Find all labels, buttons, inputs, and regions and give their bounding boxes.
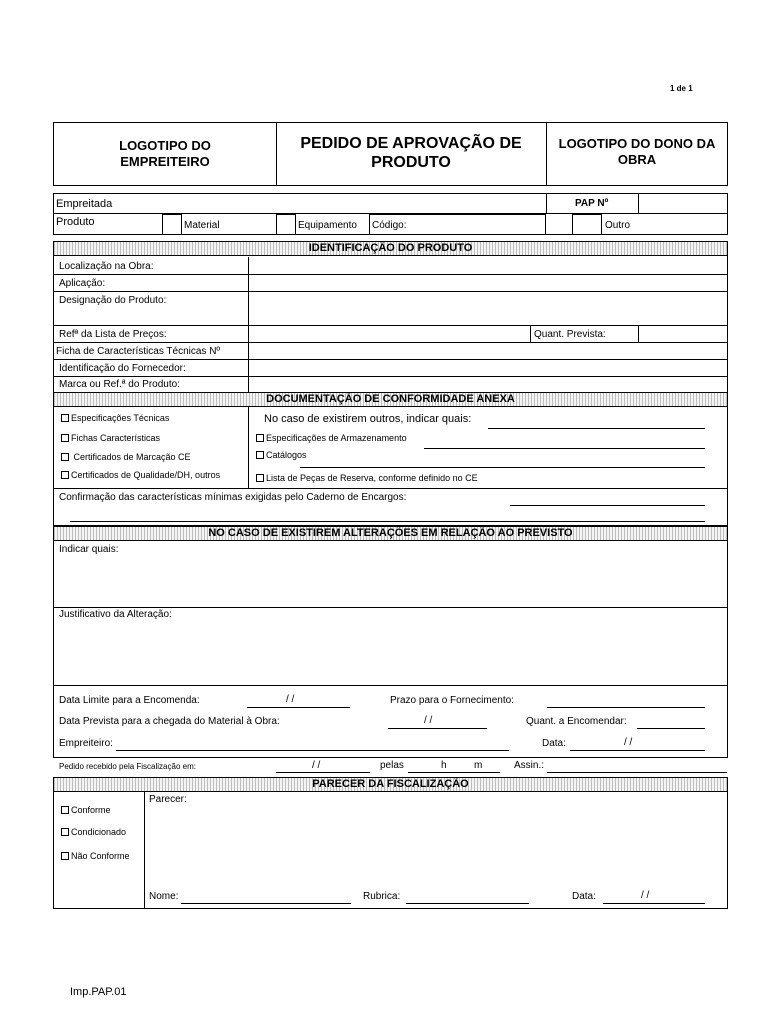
rubrica-label: Rubrica: <box>363 891 401 902</box>
justificativo-field[interactable] <box>55 622 726 684</box>
quant-encomendar-label: Quant. a Encomendar: <box>526 716 627 727</box>
recebido-hora-line[interactable] <box>408 772 500 773</box>
aplicacao-field[interactable] <box>250 276 726 290</box>
localizacao-field[interactable] <box>250 258 726 273</box>
empreiteiro-data-label: Data: <box>542 738 566 749</box>
parecer-nao-conforme[interactable]: Não Conforme <box>61 851 130 861</box>
doc-fichas[interactable]: Fichas Características <box>61 433 160 443</box>
empreiteiro-data-separators: / / <box>624 737 633 748</box>
prazo-field-line[interactable] <box>547 707 705 708</box>
checkbox-icon[interactable] <box>256 474 264 482</box>
designacao-label: Designação do Produto: <box>59 295 167 306</box>
equipamento-checkbox[interactable] <box>276 214 296 235</box>
prazo-label: Prazo para o Fornecimento: <box>390 695 514 706</box>
marca-field[interactable] <box>250 378 726 392</box>
product-identification-header: IDENTIFICAÇÃO DO PRODUTO <box>53 241 728 256</box>
minute-label: m <box>474 760 483 771</box>
nome-label: Nome: <box>149 891 179 902</box>
owner-logo-placeholder: LOGOTIPO DO DONO DA OBRA <box>558 136 716 167</box>
checkbox-icon[interactable] <box>256 451 264 459</box>
page-number: 1 de 1 <box>670 84 693 93</box>
doc-outros-field-line[interactable] <box>488 428 705 429</box>
data-limite-field-line[interactable] <box>247 707 350 708</box>
fornecedor-field[interactable] <box>250 361 726 375</box>
quant-prevista-field[interactable] <box>640 327 726 341</box>
quant-prevista-label: Quant. Prevista: <box>534 329 606 340</box>
contractor-logo-placeholder: LOGOTIPO DO EMPREITEIRO <box>119 138 211 169</box>
indicar-field[interactable] <box>55 556 726 606</box>
nome-field-line[interactable] <box>181 903 351 904</box>
recebido-data-line[interactable] <box>276 772 370 773</box>
outro-label: Outro <box>605 220 631 231</box>
quant-encomendar-field-line[interactable] <box>637 728 705 729</box>
marca-label: Marca ou Ref.ª do Produto: <box>59 379 180 390</box>
documentation-header: DOCUMENTAÇÃO DE CONFORMIDADE ANEXA <box>53 392 728 407</box>
checkbox-icon[interactable] <box>61 453 69 461</box>
ficha-field[interactable] <box>250 344 726 358</box>
confirmacao-field-line[interactable] <box>510 505 705 506</box>
assin-label: Assin.: <box>514 760 545 771</box>
data-prevista-label: Data Prevista para a chegada do Material à Obra: <box>59 716 280 727</box>
form-title: PEDIDO DE APROVAÇÃO DE PRODUTO <box>300 135 522 171</box>
checkbox-icon[interactable] <box>61 806 69 814</box>
localizacao-label: Localização na Obra: <box>59 261 154 272</box>
doc-especificacoes[interactable]: Especificações Técnicas <box>61 413 169 423</box>
data-prevista-field-line[interactable] <box>388 728 487 729</box>
parecer-conforme[interactable]: Conforme <box>61 805 111 815</box>
checkbox-icon[interactable] <box>61 852 69 860</box>
indicar-label: Indicar quais: <box>59 544 119 555</box>
recebido-data-separators: / / <box>312 760 321 771</box>
doc-pecas[interactable]: Lista de Peças de Reserva, conforme definido no CE <box>256 473 478 483</box>
designacao-field[interactable] <box>250 293 726 324</box>
produto-label: Produto <box>56 216 95 228</box>
data-prevista-separators: / / <box>424 715 433 726</box>
parecer-label: Parecer: <box>149 794 187 805</box>
parecer-condicionado[interactable]: Condicionado <box>61 827 126 837</box>
data-limite-label: Data Limite para a Encomenda: <box>59 695 200 706</box>
checkbox-icon[interactable] <box>61 828 69 836</box>
outro-checkbox[interactable] <box>572 214 602 235</box>
empreiteiro-signature-line[interactable] <box>116 750 509 751</box>
empreiteiro-label: Empreiteiro: <box>59 738 113 749</box>
parecer-data-label: Data: <box>572 891 596 902</box>
hour-label: h <box>441 760 447 771</box>
material-label: Material <box>184 220 220 231</box>
justificativo-label: Justificativo da Alteração: <box>59 609 172 620</box>
pap-number-label: PAP Nº <box>575 198 609 209</box>
checkbox-icon[interactable] <box>61 414 69 422</box>
pap-number-field[interactable] <box>640 195 726 211</box>
doc-certificados-qualidade[interactable]: Certificados de Qualidade/DH, outros <box>61 470 220 480</box>
doc-certificados-ce[interactable]: Certificados de Marcação CE <box>61 452 191 462</box>
pelas-label: pelas <box>380 760 404 771</box>
equipamento-label: Equipamento <box>298 220 357 231</box>
doc-outros-label: No caso de existirem outros, indicar quais: <box>264 413 472 425</box>
rubrica-field-line[interactable] <box>406 903 529 904</box>
recebido-label: Pedido recebido pela Fiscalização em: <box>59 762 196 771</box>
data-limite-separators: / / <box>286 694 295 705</box>
ref-lista-field[interactable] <box>250 327 528 341</box>
ref-lista-label: Refª da Lista de Preços: <box>59 329 167 340</box>
doc-catalogos[interactable]: Catálogos <box>256 450 307 460</box>
checkbox-icon[interactable] <box>61 471 69 479</box>
empreitada-label: Empreitada <box>56 198 113 210</box>
material-checkbox[interactable] <box>162 214 182 235</box>
checkbox-icon[interactable] <box>256 434 264 442</box>
checkbox-icon[interactable] <box>61 434 69 442</box>
doc-armazenamento[interactable]: Especificações de Armazenamento <box>256 433 407 443</box>
empreitada-field[interactable] <box>120 195 540 211</box>
changes-header: NO CASO DE EXISTIREM ALTERAÇÕES EM RELAÇÃO AO PREVISTO <box>53 526 728 541</box>
codigo-label: Código: <box>372 220 407 231</box>
empreiteiro-data-field-line[interactable] <box>570 750 705 751</box>
parecer-field[interactable] <box>148 806 726 882</box>
assin-line[interactable] <box>547 772 727 773</box>
aplicacao-label: Aplicação: <box>59 278 106 289</box>
fornecedor-label: Identificação do Fornecedor: <box>59 363 186 374</box>
ficha-label: Ficha de Características Técnicas Nº <box>56 346 221 357</box>
form-code: Imp.PAP.01 <box>70 986 127 998</box>
confirmacao-label: Confirmação das características mínimas exigidas pelo Caderno de Encargos: <box>59 492 407 503</box>
inspection-opinion-header: PARECER DA FISCALIZAÇÃO <box>53 777 728 792</box>
parecer-data-field-line[interactable] <box>603 903 705 904</box>
parecer-data-separators: / / <box>641 890 650 901</box>
